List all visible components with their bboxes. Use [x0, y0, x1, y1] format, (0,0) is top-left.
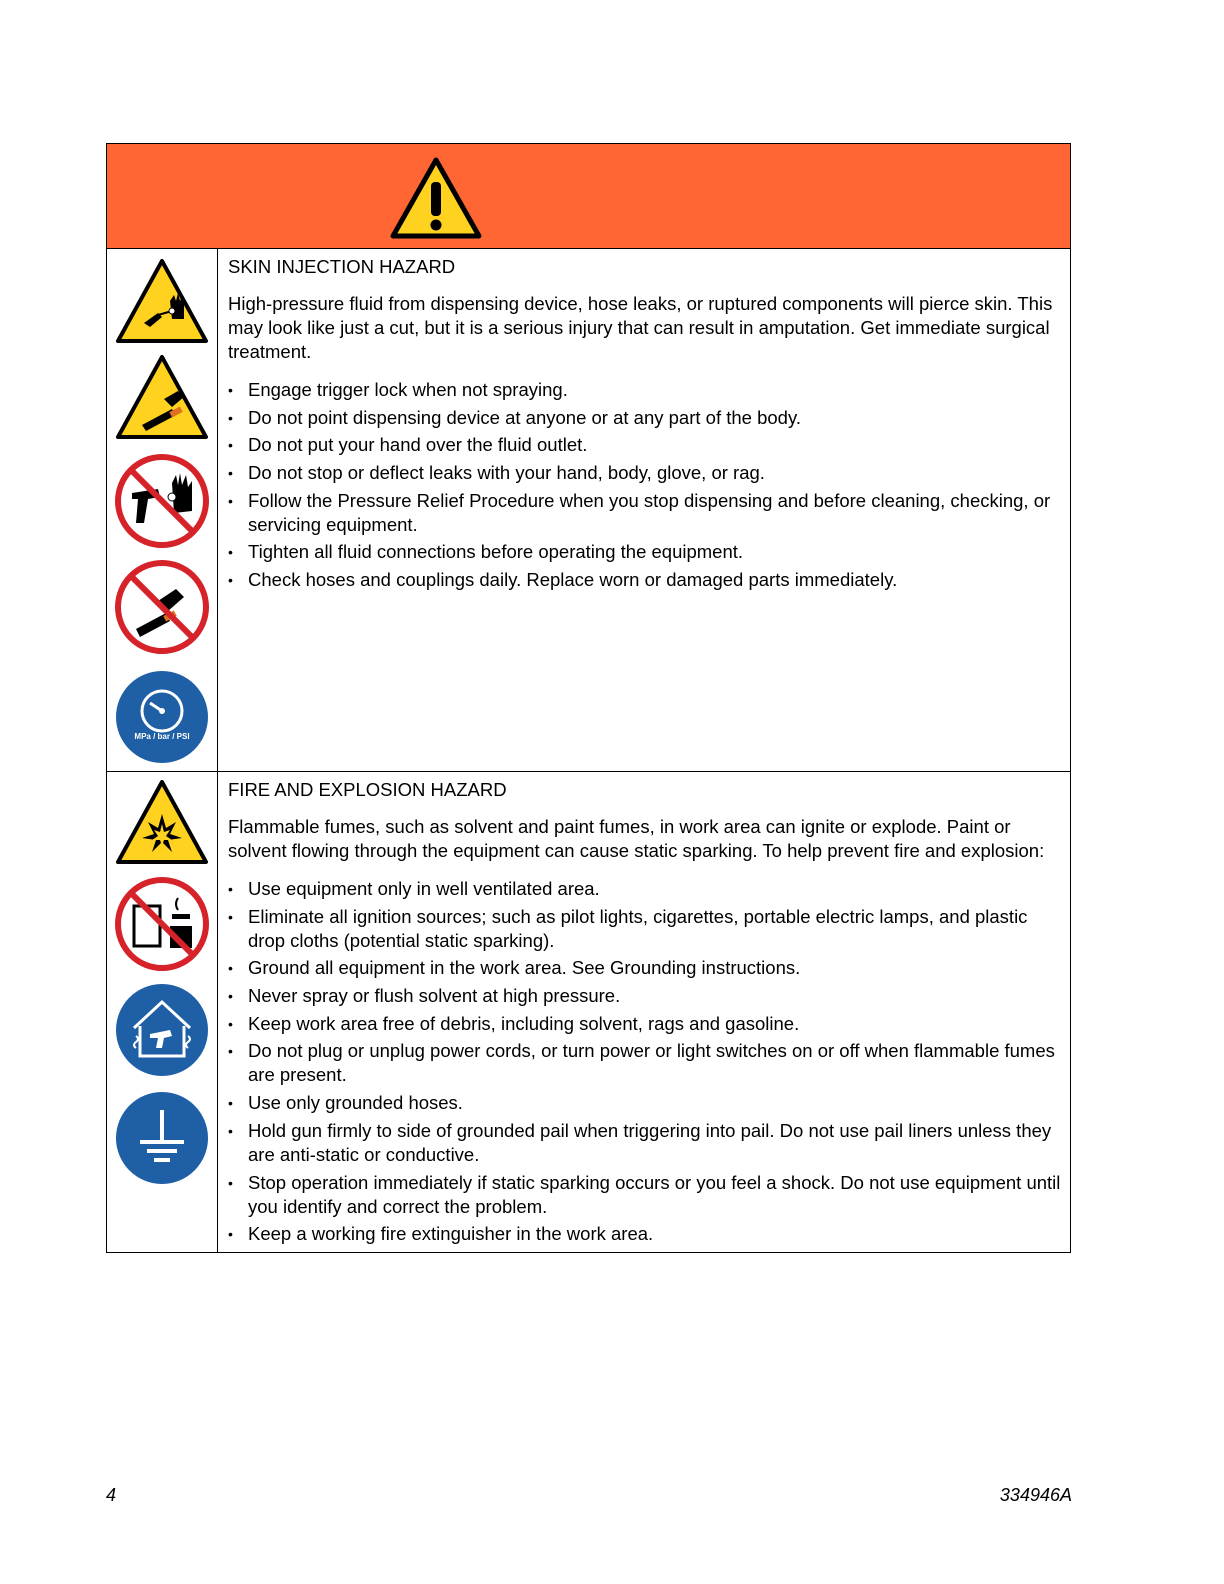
skin-injection-intro: High-pressure fluid from dispensing device, hose leaks, or ruptured components will pierce skin. This may look like just a cut, but it is a serious injury that can result in amputation. Get immediate surgical treatment.	[228, 293, 1053, 362]
list-item: • Do not plug or unplug power cords, or turn power or light switches on or off when flammable fumes are present.	[228, 1039, 1062, 1087]
no-hand-over-leak-icon	[114, 559, 210, 655]
hose-leak-warning-icon	[114, 353, 210, 441]
no-ignition-sources-icon	[114, 876, 210, 972]
list-item: • Follow the Pressure Relief Procedure when you stop dispensing and before cleaning, checking, or servicing equipment.	[228, 489, 1062, 537]
fire-explosion-intro: Flammable fumes, such as solvent and paint fumes, in work area can ignite or explode. Paint or solvent flowing through the equipment can cause static sparking. To help prevent fire and explosion:	[228, 816, 1045, 861]
list-item: • Eliminate all ignition sources; such as pilot lights, cigarettes, portable electric lamps, and plastic drop cloths (potential static sparking).	[228, 905, 1062, 953]
skin-injection-list	[228, 378, 1062, 592]
list-item: • Hold gun firmly to side of grounded pail when triggering into pail. Do not use pail liners unless they are anti-static or conductive.	[228, 1119, 1062, 1167]
ventilation-mandatory-icon	[114, 982, 210, 1078]
fire-explosion-text	[218, 772, 1070, 1252]
list-item: • Never spray or flush solvent at high pressure.	[228, 984, 1062, 1008]
fire-explosion-section	[107, 772, 1070, 1252]
fire-explosion-title: FIRE AND EXPLOSION HAZARD	[228, 779, 507, 800]
list-item: • Check hoses and couplings daily. Replace worn or damaged parts immediately.	[228, 568, 1062, 592]
fire-explosion-list	[228, 877, 1062, 1246]
skin-injection-text	[218, 249, 1070, 771]
list-item: • Use equipment only in well ventilated area.	[228, 877, 1062, 901]
skin-injection-warning-icon	[114, 257, 210, 345]
list-item: • Ground all equipment in the work area. See Grounding instructions.	[228, 956, 1062, 980]
surgical-treatment-emphasis: Get immediate surgical treatment	[228, 317, 1050, 362]
skin-injection-icons	[107, 249, 218, 771]
gauge-label: MPa / bar / PSI	[134, 732, 190, 741]
list-item: • Keep a working fire extinguisher in the work area.	[228, 1222, 1062, 1246]
warning-table	[106, 143, 1071, 1253]
work-area-link[interactable]: work area	[679, 816, 761, 837]
list-item: • Use only grounded hoses.	[228, 1091, 1062, 1115]
list-item: • Do not point dispensing device at anyone or at any part of the body.	[228, 406, 1062, 430]
grounding-mandatory-icon	[114, 1090, 210, 1186]
warning-banner	[107, 144, 1070, 249]
page-number: 4	[106, 1485, 117, 1505]
pressure-relief-link[interactable]: Pressure Relief Procedure	[337, 489, 555, 511]
warning-triangle-icon	[389, 156, 483, 240]
list-item: • Engage trigger lock when not spraying.	[228, 378, 1062, 402]
stop-operation-link[interactable]: Stop operation immediately	[248, 1171, 473, 1193]
skin-injection-title: SKIN INJECTION HAZARD	[228, 256, 456, 277]
pressure-gauge-mandatory-icon	[114, 669, 210, 765]
list-item: • Stop operation immediately if static sparking occurs or you feel a shock. Do not use equipment until you identify and correct the problem.	[228, 1171, 1062, 1219]
list-item: • Tighten all fluid connections before operating the equipment.	[228, 540, 1062, 564]
list-item: • Do not put your hand over the fluid outlet.	[228, 433, 1062, 457]
document-number: 334946A	[999, 1485, 1072, 1505]
fire-explosion-icons	[107, 772, 218, 1252]
fire-explosion-warning-icon	[114, 778, 210, 866]
list-item: • Do not stop or deflect leaks with your hand, body, glove, or rag.	[228, 461, 1062, 485]
skin-injection-section	[107, 249, 1070, 772]
grounding-link[interactable]: Grounding	[610, 957, 697, 979]
no-spray-at-hand-icon	[114, 453, 210, 549]
list-item: • Keep work area free of debris, including solvent, rags and gasoline.	[228, 1012, 1062, 1036]
